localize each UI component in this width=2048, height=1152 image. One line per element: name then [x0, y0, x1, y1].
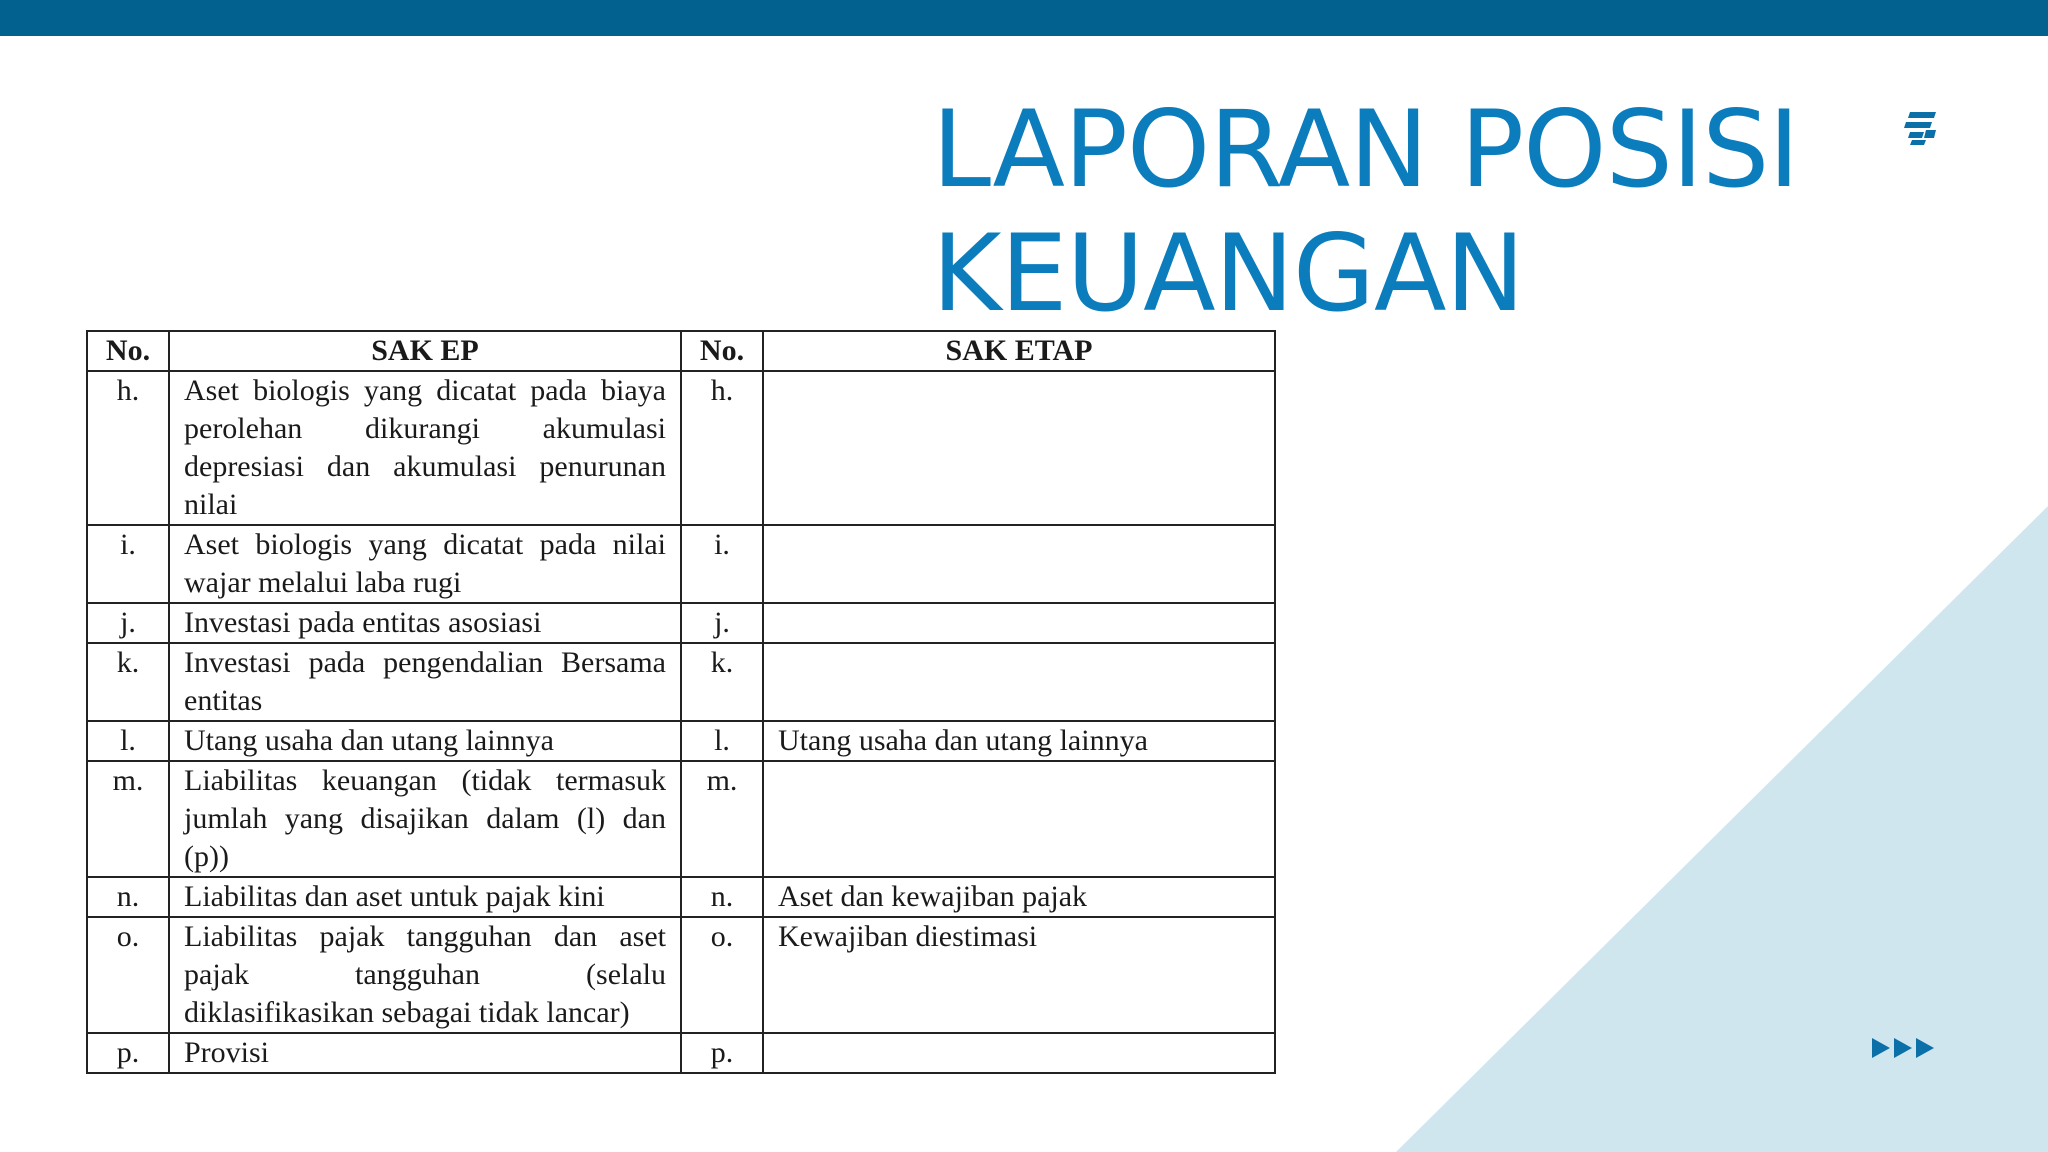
row-no-ep: n. [87, 877, 169, 917]
row-sak-ep: Liabilitas pajak tangguhan dan aset pajak tangguhan (selalu diklasifikasikan sebagai tidak lancar) [169, 917, 681, 1033]
row-no-etap: m. [681, 761, 763, 877]
title-line-1: LAPORAN POSISI [932, 88, 1799, 211]
table-row [87, 1033, 1275, 1073]
row-no-etap: k. [681, 643, 763, 721]
row-sak-etap: Aset dan kewajiban pajak [763, 877, 1275, 917]
row-no-ep: m. [87, 761, 169, 877]
row-no-etap: o. [681, 917, 763, 1033]
row-sak-ep: Utang usaha dan utang lainnya [169, 721, 681, 761]
row-sak-etap [763, 643, 1275, 721]
table-row [87, 525, 1275, 603]
row-sak-ep: Liabilitas dan aset untuk pajak kini [169, 877, 681, 917]
header-no-etap: No. [681, 331, 763, 371]
row-no-etap: p. [681, 1033, 763, 1073]
row-sak-etap: Kewajiban diestimasi [763, 917, 1275, 1033]
stacked-blocks-logo-icon [1902, 110, 1938, 146]
row-no-ep: o. [87, 917, 169, 1033]
row-no-ep: j. [87, 603, 169, 643]
row-no-ep: k. [87, 643, 169, 721]
row-no-etap: j. [681, 603, 763, 643]
row-sak-ep: Aset biologis yang dicatat pada nilai wajar melalui laba rugi [169, 525, 681, 603]
row-sak-etap [763, 371, 1275, 525]
row-sak-ep: Investasi pada pengendalian Bersama entitas [169, 643, 681, 721]
header-sak-ep: SAK EP [169, 331, 681, 371]
row-sak-etap [763, 1033, 1275, 1073]
row-sak-etap [763, 761, 1275, 877]
row-no-etap: n. [681, 877, 763, 917]
row-no-etap: i. [681, 525, 763, 603]
sak-comparison-table [86, 330, 1276, 1074]
row-sak-ep: Provisi [169, 1033, 681, 1073]
header-sak-etap: SAK ETAP [763, 331, 1275, 371]
header-no-ep: No. [87, 331, 169, 371]
table-row [87, 371, 1275, 525]
row-sak-etap: Utang usaha dan utang lainnya [763, 721, 1275, 761]
triple-arrow-next-icon[interactable] [1870, 1034, 1938, 1062]
row-sak-etap [763, 603, 1275, 643]
table-row [87, 721, 1275, 761]
row-no-ep: h. [87, 371, 169, 525]
row-no-ep: l. [87, 721, 169, 761]
table-header-row [87, 331, 1275, 371]
row-sak-ep: Liabilitas keuangan (tidak termasuk jumlah yang disajikan dalam (l) dan (p)) [169, 761, 681, 877]
table-row [87, 877, 1275, 917]
slide-title [932, 88, 1892, 336]
table-row [87, 643, 1275, 721]
table-row [87, 761, 1275, 877]
row-no-etap: h. [681, 371, 763, 525]
table-row [87, 917, 1275, 1033]
table-row [87, 603, 1275, 643]
row-no-ep: i. [87, 525, 169, 603]
row-sak-ep: Aset biologis yang dicatat pada biaya perolehan dikurangi akumulasi depresiasi dan akumulasi penurunan nilai [169, 371, 681, 525]
triangle-shape [1396, 506, 2048, 1152]
title-line-2: KEUANGAN [932, 212, 1524, 335]
row-sak-ep: Investasi pada entitas asosiasi [169, 603, 681, 643]
row-no-ep: p. [87, 1033, 169, 1073]
row-no-etap: l. [681, 721, 763, 761]
row-sak-etap [763, 525, 1275, 603]
